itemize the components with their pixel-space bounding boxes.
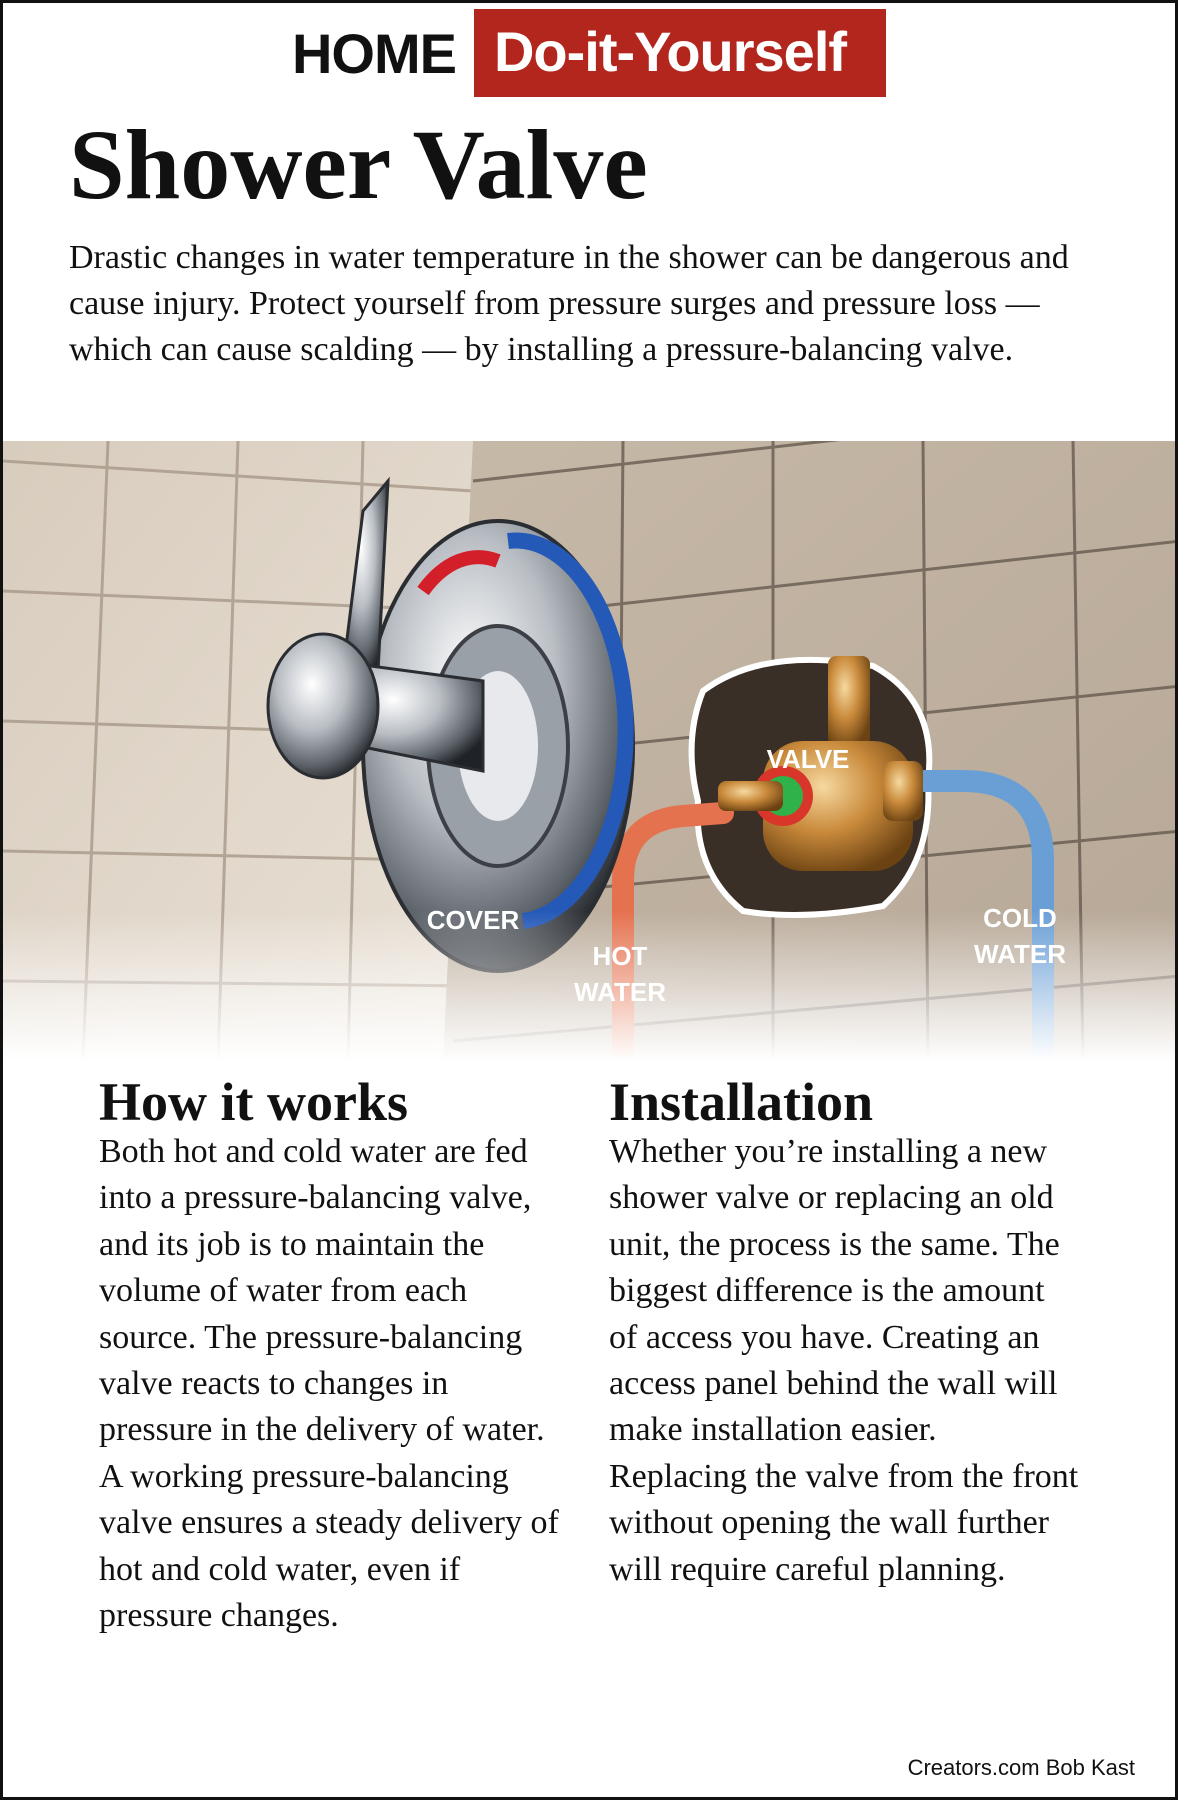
cold-water-label-line2: WATER — [974, 939, 1066, 969]
page-title: Shower Valve — [69, 109, 648, 220]
header-bar — [3, 9, 1175, 97]
valve-label: VALVE — [766, 744, 850, 774]
cover-label: COVER — [426, 905, 520, 935]
hot-water-label-line1: HOT — [592, 941, 648, 971]
section-label: HOME — [291, 21, 456, 85]
how-it-works-body: Both hot and cold water are fed into a pressure-balancing valve, and its job is to maintain the volume of water from each source. The pressure-balancing valve reacts to changes in pressure in the delivery of water. A working pressure-balancing valve ensures a steady delivery of hot and cold water, even if pressure changes. — [99, 1133, 559, 1635]
intro-paragraph: Drastic changes in water temperature in the shower can be dangerous and cause injury. Protect yourself from pressure surges and pressure loss — which can cause scalding — by installing a pressure-balancing valve. — [69, 239, 1069, 368]
how-it-works-heading: How it works — [99, 1072, 408, 1132]
credit-line: Creators.com Bob Kast — [907, 1755, 1135, 1780]
installation-body: Whether you’re installing a new shower valve or replacing an old unit, the process is the same. The biggest difference is the amount of access you have. Creating an access panel behind the wall will make installation easier. Replacing the valve from the front without opening the wall further will require careful planning. — [609, 1133, 1079, 1588]
section-badge: Do-it-Yourself — [474, 9, 886, 97]
cold-water-label-line1: COLD — [983, 903, 1057, 933]
hot-water-label-line2: WATER — [574, 977, 666, 1007]
shower-valve-illustration — [3, 441, 1178, 1061]
installation-heading: Installation — [609, 1072, 874, 1132]
